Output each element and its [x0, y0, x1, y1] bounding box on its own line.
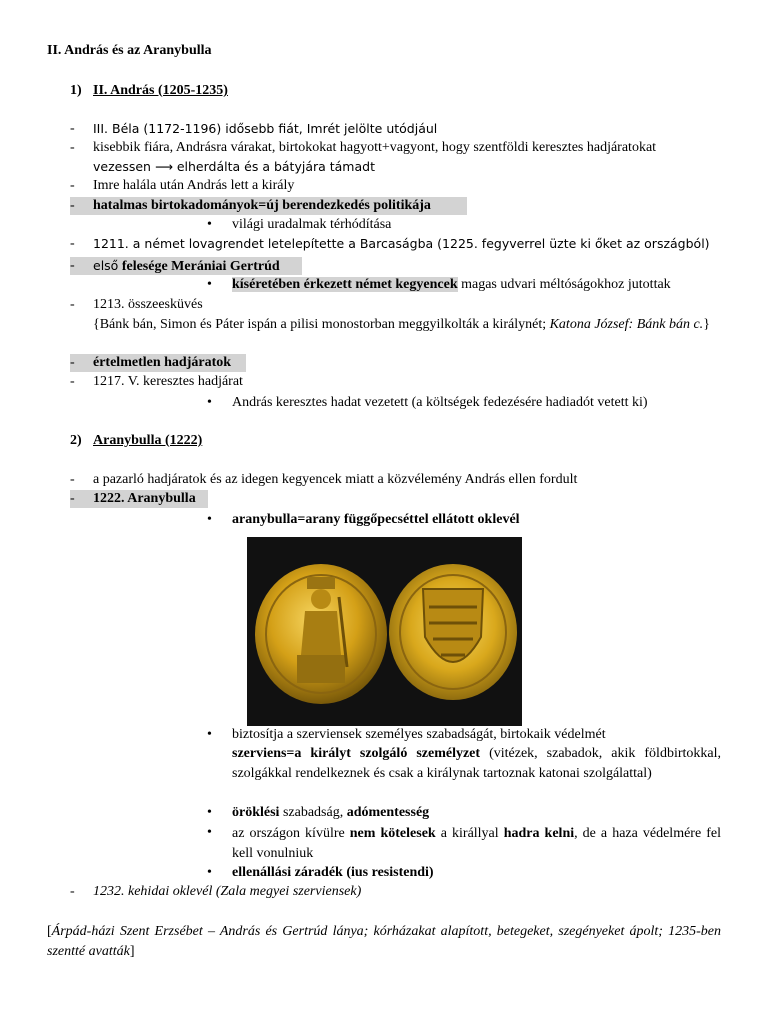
closing-note [47, 922, 721, 962]
note-paragraph [93, 315, 721, 335]
section-1-number: 1) [70, 83, 82, 98]
dash-marker: - [70, 121, 75, 136]
bullet-marker: • [207, 727, 212, 742]
bullet-text: aranybulla=arany függőpecséttel ellátott oklevél [232, 512, 520, 527]
bullet-bold-text: adómentesség [346, 805, 430, 820]
closing-bracket: ] [129, 944, 135, 959]
section-1-heading: II. András (1205-1235) [93, 83, 228, 98]
list-item-text: hatalmas birtokadományok=új berendezkedés politikája [93, 198, 431, 213]
golden-bull-seal-image [247, 537, 522, 726]
document-title: II. András és az Aranybulla [47, 43, 212, 58]
dash-marker: - [70, 178, 75, 193]
dash-marker: - [70, 297, 75, 312]
bullet-text: a királlyal [435, 826, 504, 841]
bullet-text: az országon kívülre [232, 826, 350, 841]
closing-bracket: [ [47, 924, 52, 939]
dash-marker: - [70, 472, 75, 487]
bullet-marker: • [207, 277, 212, 292]
bullet-text: ellenállási záradék (ius resistendi) [232, 865, 434, 880]
note-text: {Bánk bán, Simon és Páter ispán a pilisi monostorban meggyilkolták a királynét; [93, 317, 547, 332]
dash-marker: - [70, 140, 75, 155]
list-item-text: kisebbik fiára, Andrásra várakat, birtokokat hagyott+vagyont, hogy szentföldi keresztes hadjáratokat [93, 140, 657, 155]
bullet-text: biztosítja a szerviensek személyes szabadságát, birtokaik védelmét [232, 727, 606, 742]
dash-marker: - [70, 491, 75, 506]
bullet-bold-text: nem kötelesek [349, 826, 436, 841]
dash-marker: - [70, 236, 75, 251]
section-2-heading: Aranybulla (1222) [93, 433, 203, 448]
dash-marker: - [70, 355, 75, 370]
bullet-bold-text: hadra kelni [503, 826, 575, 841]
dash-marker: - [70, 884, 75, 899]
section-2-number: 2) [70, 433, 82, 448]
list-item-text: első [93, 258, 119, 273]
bullet-bold-text: kíséretében érkezett német kegyencek [232, 277, 458, 292]
list-item-text: Imre halála után András lett a király [93, 178, 295, 193]
bullet-marker: • [207, 217, 212, 232]
bullet-text: , de a haza védelmére fel kell vonulniuk [232, 826, 721, 861]
bullet-marker: • [207, 865, 212, 880]
bullet-marker: • [207, 395, 212, 410]
list-item-continuation: vezessen ⟶ elherdálta és a bátyjára támadt [93, 159, 375, 174]
list-item-text: 1213. összeesküvés [93, 297, 203, 312]
dash-marker: - [70, 374, 75, 389]
list-item-text: 1217. V. keresztes hadjárat [93, 374, 243, 389]
list-item-text: 1232. kehidai oklevél (Zala megyei szerviensek) [93, 884, 362, 899]
bullet-text: világi uradalmak térhódítása [232, 217, 392, 232]
dash-marker: - [70, 258, 75, 273]
bullet-marker: • [207, 825, 212, 840]
list-item-text: III. Béla (1172-1196) idősebb fiát, Imrét jelölte utódjául [93, 121, 438, 136]
note-bracket: } [703, 317, 710, 332]
seal-reverse [389, 564, 517, 700]
seal-obverse [255, 564, 387, 704]
bullet-bold-text: öröklési [232, 805, 280, 820]
list-item-text: 1211. a német lovagrendet letelepítette a Barcaságba (1225. fegyverrel üzte ki őket az országból) [93, 236, 710, 251]
golden-bull-seal-svg [247, 537, 522, 726]
bullet-text: magas udvari méltóságokhoz jutottak [457, 277, 671, 292]
definition-paragraph [232, 744, 721, 784]
bullet-text: szabadság, [279, 805, 347, 820]
definition-term: szerviens=a királyt szolgáló személyzet [232, 746, 481, 761]
definition-text: (vitézek, szabadok, akik földbirtokkal, szolgákkal rendelkeznek és csak a királynak tartoznak katonai szolgálattal) [232, 746, 721, 781]
closing-text: Árpád-házi Szent Erzsébet – András és Gertrúd lánya; kórházakat alapított, betegeket, szegényeket ápolt; 1235-ben szentté avatták [47, 924, 721, 959]
list-item-text: a pazarló hadjáratok és az idegen kegyencek miatt a közvélemény András ellen fordult [93, 472, 578, 487]
bullet-marker: • [207, 512, 212, 527]
note-italic-text: Katona József: Bánk bán c. [549, 317, 704, 332]
list-item-bold-text: felesége Merániai Gertrúd [121, 259, 280, 274]
bullet-marker: • [207, 805, 212, 820]
list-item-text: értelmetlen hadjáratok [93, 355, 232, 370]
bullet-paragraph [232, 824, 721, 864]
bullet-text: András keresztes hadat vezetett (a költségek fedezésére hadiadót vetett ki) [232, 395, 648, 410]
list-item-text: 1222. Aranybulla [93, 491, 196, 506]
dash-marker: - [70, 198, 75, 213]
